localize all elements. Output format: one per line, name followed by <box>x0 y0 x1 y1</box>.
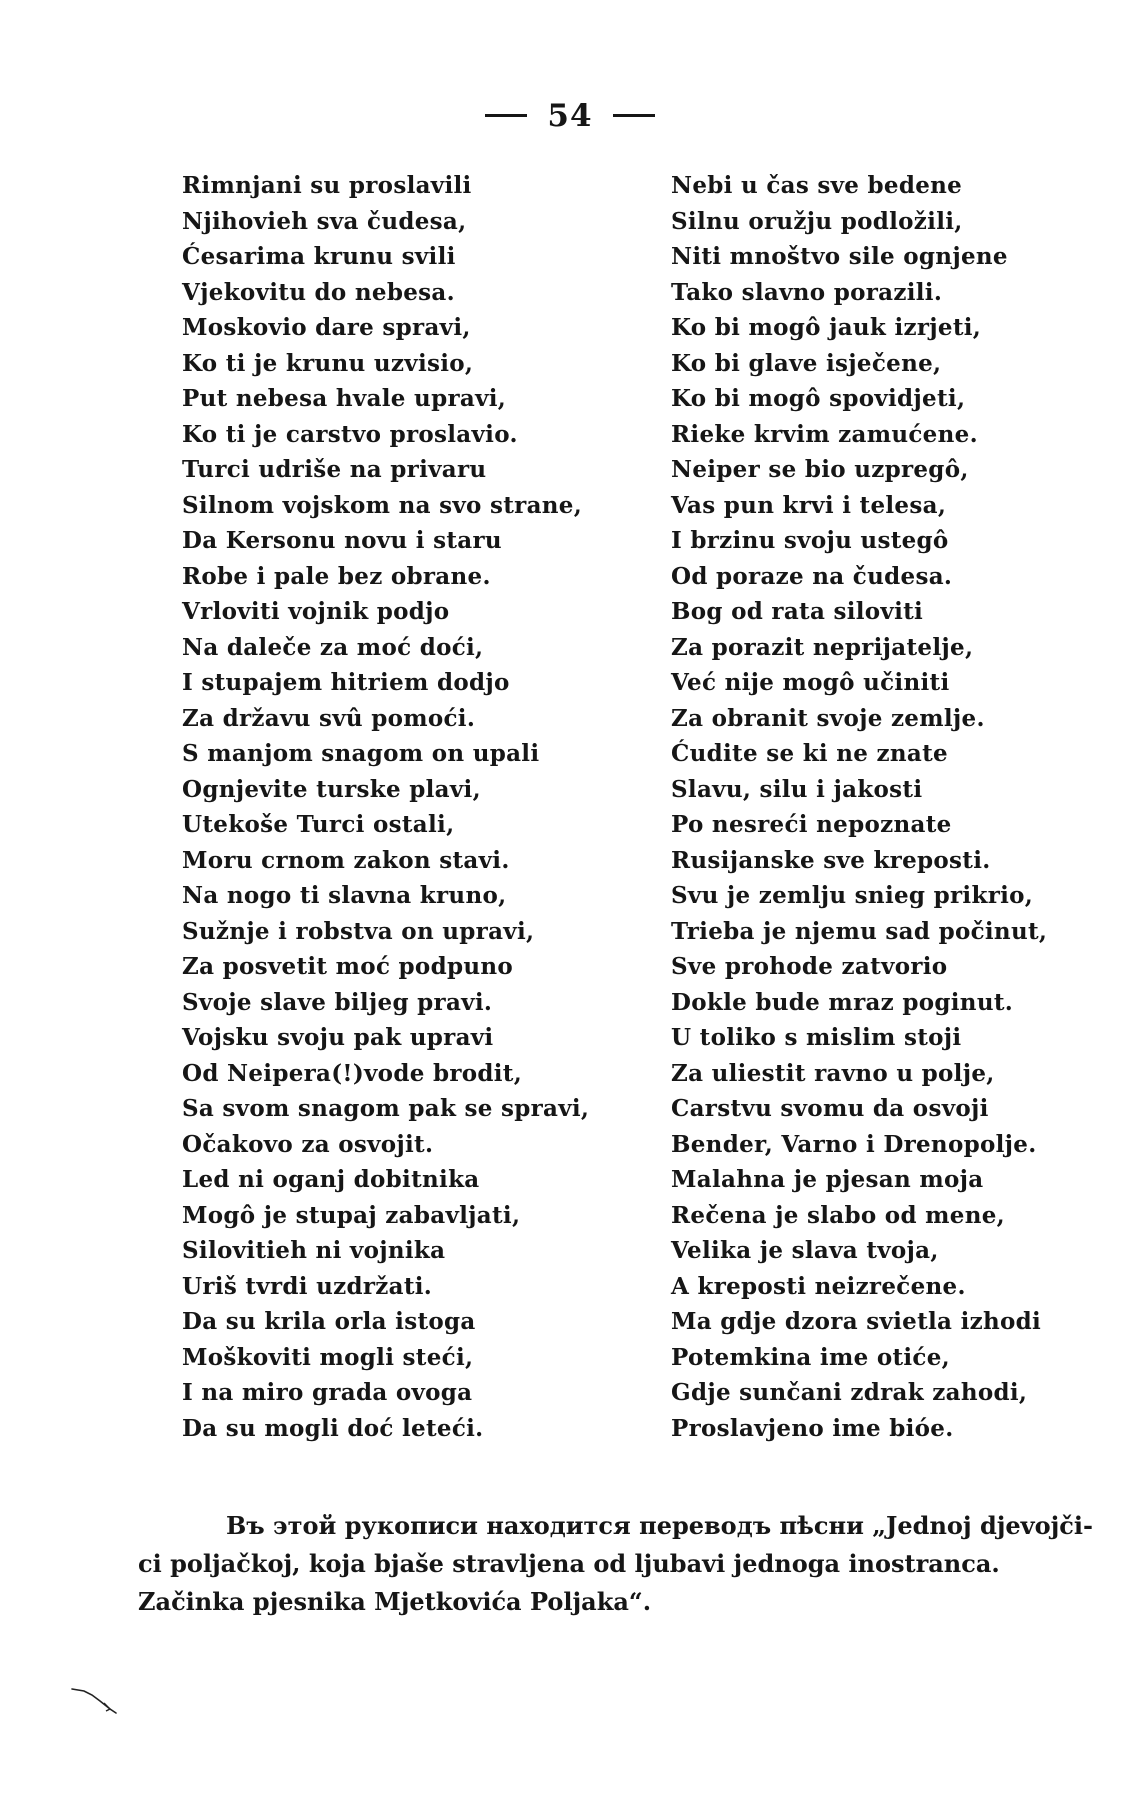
poem-left-column <box>182 168 589 1446</box>
verse-line: Proslavjeno ime bióe. <box>671 1414 954 1442</box>
header-dash-right <box>613 114 655 117</box>
verse-line: Očakovo za osvojit. <box>182 1130 434 1158</box>
verse-line: Malahna je pjesan moja <box>671 1166 984 1193</box>
verse-line: Utekoše Turci ostali, <box>182 811 455 838</box>
verse-line: U toliko s mislim stoji <box>671 1024 962 1051</box>
verse-line: Za posvetit moć podpuno <box>182 953 514 980</box>
verse-line: Silovitieh ni vojnika <box>182 1237 446 1264</box>
verse-line: I brzinu svoju ustegô <box>671 527 949 554</box>
poem-right-column <box>671 168 1047 1446</box>
verse-line: Carstvu svomu da osvoji <box>671 1095 989 1122</box>
note-line: Въ этой рукописи находится переводъ пѣсни „Jednoj djevojči- <box>226 1511 1093 1540</box>
header-dash-left <box>485 114 527 117</box>
verse-line: Vjekovitu do nebesa. <box>182 278 455 306</box>
verse-line: Ko ti je carstvo proslavio. <box>182 420 518 448</box>
verse-line: Ko bi mogô spovidjeti, <box>671 385 966 412</box>
verse-line: Vas pun krvi i telesa, <box>671 491 947 519</box>
verse-line: Led ni oganj dobitnika <box>182 1166 480 1193</box>
verse-line: Od poraze na čudesa. <box>671 562 953 590</box>
verse-line: Put nebesa hvale upravi, <box>182 385 507 412</box>
verse-line: Za obranit svoje zemlje. <box>671 704 985 732</box>
verse-line: Sužnje i robstva on upravi, <box>182 917 535 945</box>
verse-line: Rieke krvim zamućene. <box>671 420 978 448</box>
verse-line: A kreposti neizrečene. <box>671 1272 966 1300</box>
note-line: Začinka pjesnika Mjetkovića Poljaka“. <box>138 1587 652 1616</box>
verse-line: Na daleče za moć doći, <box>182 633 484 661</box>
verse-line: Ko bi mogô jauk izrjeti, <box>671 314 982 341</box>
verse-line: Dokle bude mraz poginut. <box>671 988 1014 1016</box>
verse-line: Ćesarima krunu svili <box>182 243 456 270</box>
verse-line: Robe i pale bez obrane. <box>182 562 491 590</box>
verse-line: Njihovieh sva čudesa, <box>182 207 467 235</box>
verse-line: Od Neipera(!)vode brodit, <box>182 1059 523 1087</box>
verse-line: I na miro grada ovoga <box>182 1379 473 1406</box>
verse-line: Ko ti je krunu uzvisio, <box>182 349 474 377</box>
verse-line: Ognjevite turske plavi, <box>182 775 481 803</box>
verse-line: Moru crnom zakon stavi. <box>182 846 510 874</box>
verse-line: Mogô je stupaj zabavljati, <box>182 1201 521 1229</box>
verse-line: Da su mogli doć leteći. <box>182 1414 484 1442</box>
note-line: ci poljačkoj, koja bjaše stravljena od ljubavi jednoga inostranca. <box>138 1549 1000 1578</box>
verse-line: S manjom snagom on upali <box>182 740 540 767</box>
verse-line: Svoje slave biljeg pravi. <box>182 988 493 1016</box>
verse-line: Uriš tvrdi uzdržati. <box>182 1272 433 1300</box>
verse-line: Rimnjani su proslavili <box>182 172 472 199</box>
verse-line: I stupajem hitriem dodjo <box>182 669 510 696</box>
verse-line: Za porazit neprijatelje, <box>671 633 974 661</box>
verse-line: Ćudite se ki ne znate <box>671 740 948 767</box>
verse-line: Na nogo ti slavna kruno, <box>182 882 507 909</box>
verse-line: Silnom vojskom na svo strane, <box>182 491 583 519</box>
verse-line: Moskovio dare spravi, <box>182 314 471 341</box>
verse-line: Vojsku svoju pak upravi <box>182 1024 494 1051</box>
verse-line: Potemkina ime otiće, <box>671 1343 950 1371</box>
editorial-note <box>138 1507 1093 1621</box>
page-number: 54 <box>547 98 593 134</box>
verse-line: Svu je zemlju snieg prikrio, <box>671 882 1034 909</box>
verse-line: Bog od rata siloviti <box>671 598 924 625</box>
verse-line: Moškoviti mogli steći, <box>182 1343 474 1371</box>
stray-ink-mark <box>70 1685 120 1715</box>
verse-line: Slavu, silu i jakosti <box>671 775 923 803</box>
verse-line: Gdje sunčani zdrak zahodi, <box>671 1379 1028 1406</box>
verse-line: Sa svom snagom pak se spravi, <box>182 1095 590 1122</box>
verse-line: Već nije mogô učiniti <box>671 669 950 696</box>
verse-line: Da Kersonu novu i staru <box>182 527 502 554</box>
verse-line: Nebi u čas sve bedene <box>671 172 963 199</box>
verse-line: Velika je slava tvoja, <box>671 1237 939 1264</box>
verse-line: Za državu svû pomoći. <box>182 704 476 732</box>
verse-line: Turci udriše na privaru <box>182 456 487 483</box>
verse-line: Rečena je slabo od mene, <box>671 1201 1005 1229</box>
verse-line: Ko bi glave isječene, <box>671 349 942 377</box>
verse-line: Rusijanske sve kreposti. <box>671 846 991 874</box>
verse-line: Vrloviti vojnik podjo <box>182 598 450 625</box>
verse-line: Silnu oružju podložili, <box>671 207 963 235</box>
verse-line: Tako slavno porazili. <box>671 278 943 306</box>
verse-line: Trieba je njemu sad počinut, <box>671 917 1048 945</box>
verse-line: Da su krila orla istoga <box>182 1308 476 1335</box>
verse-line: Po nesreći nepoznate <box>671 811 952 838</box>
verse-line: Niti mnoštvo sile ognjene <box>671 243 1008 270</box>
page-header <box>0 98 1140 134</box>
verse-line: Bender, Varno i Drenopolje. <box>671 1130 1037 1158</box>
verse-line: Neiper se bio uzpregô, <box>671 456 969 483</box>
verse-line: Za uliestit ravno u polje, <box>671 1059 995 1087</box>
verse-line: Ma gdje dzora svietla izhodi <box>671 1308 1042 1335</box>
verse-line: Sve prohode zatvorio <box>671 953 948 980</box>
